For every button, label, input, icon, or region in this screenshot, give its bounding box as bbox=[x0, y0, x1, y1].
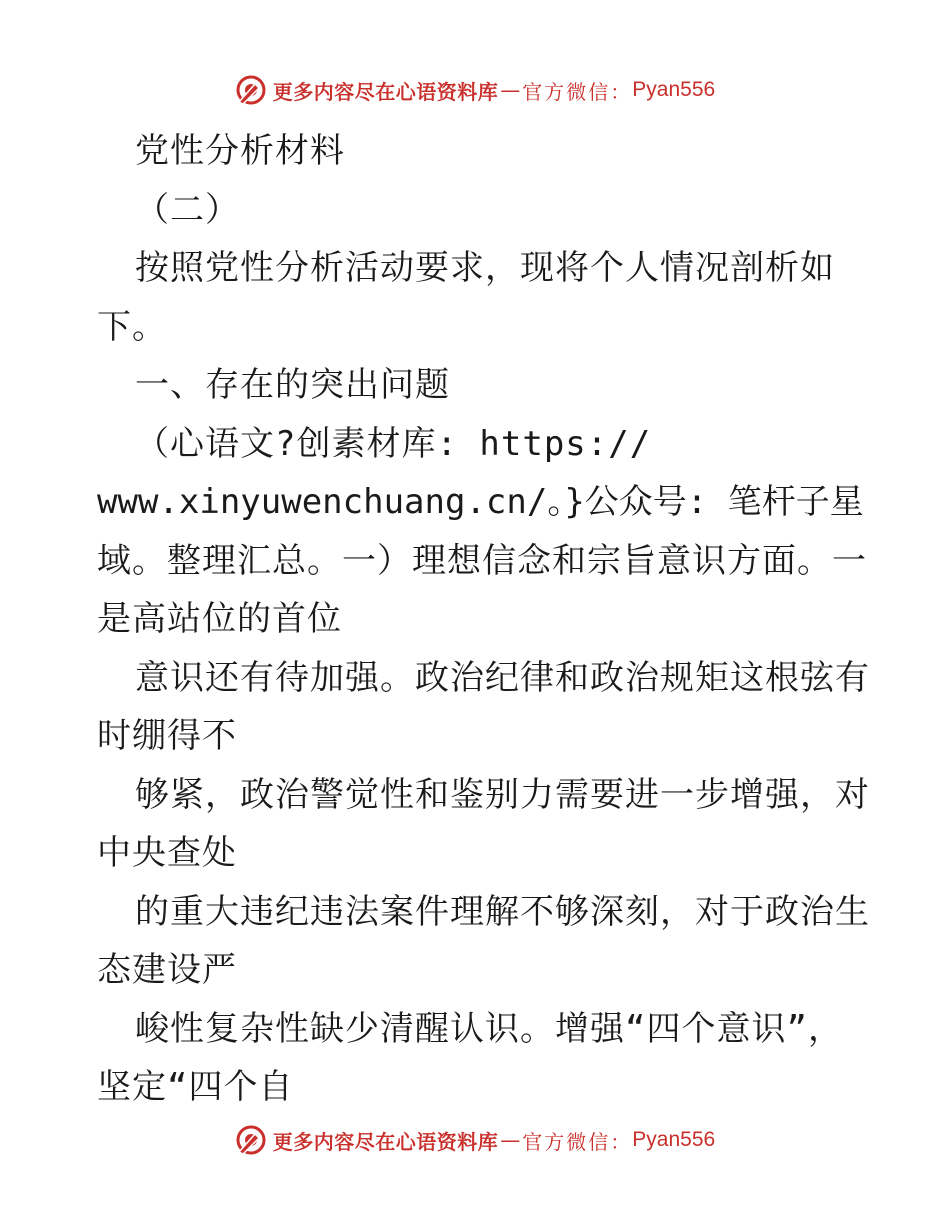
banner-text: 更多内容尽在心语资料库 bbox=[272, 79, 499, 104]
banner-dash: — bbox=[500, 78, 521, 102]
paragraph-line: 坚定“四个自 bbox=[97, 1067, 294, 1107]
paragraph-line: 态建设严 bbox=[97, 950, 237, 990]
pen-logo-icon bbox=[235, 1124, 267, 1156]
doc-subtitle: （二） bbox=[135, 189, 240, 230]
paragraph-line: 下。 bbox=[97, 306, 167, 347]
banner-text: 更多内容尽在心语资料库 bbox=[272, 1129, 499, 1154]
paragraph-line: 峻性复杂性缺少清醒认识。增强“四个意识”， bbox=[135, 1008, 843, 1049]
banner-dash: — bbox=[500, 1128, 521, 1152]
section-heading: 一、存在的突出问题 bbox=[135, 365, 450, 405]
paragraph-line: 的重大违纪违法案件理解不够深刻，对于政治生 bbox=[135, 891, 870, 932]
paragraph-line: 意识还有待加强。政治纪律和政治规矩这根弦有 bbox=[135, 657, 870, 698]
banner-wechat-id: Pyan556 bbox=[632, 78, 716, 101]
paragraph-line: 中央查处 bbox=[97, 833, 237, 873]
doc-title: 党性分析材料 bbox=[135, 131, 345, 171]
banner-wechat-label: 官方微信： bbox=[522, 79, 633, 104]
document-body bbox=[97, 122, 870, 1117]
header-banner bbox=[0, 70, 950, 110]
footer-banner bbox=[0, 1120, 950, 1160]
banner-wechat-label: 官方微信： bbox=[522, 1129, 633, 1154]
paragraph-line: 域。整理汇总。一）理想信念和宗旨意识方面。一 bbox=[97, 540, 867, 581]
banner-wechat-id: Pyan556 bbox=[632, 1128, 716, 1151]
paragraph-line: 够紧，政治警觉性和鉴别力需要进一步增强，对 bbox=[135, 774, 870, 815]
paragraph-line: （心语文?创素材库: https:// bbox=[135, 423, 652, 464]
paragraph-line: 按照党性分析活动要求，现将个人情况剖析如 bbox=[135, 248, 835, 288]
paragraph-line: 是高站位的首位 bbox=[97, 599, 342, 639]
paragraph-line: 时绷得不 bbox=[97, 716, 237, 756]
pen-logo-icon bbox=[235, 74, 267, 106]
paragraph-line: www.xinyuwenchuang.cn/。}公众号: 笔杆子星 bbox=[97, 482, 864, 522]
